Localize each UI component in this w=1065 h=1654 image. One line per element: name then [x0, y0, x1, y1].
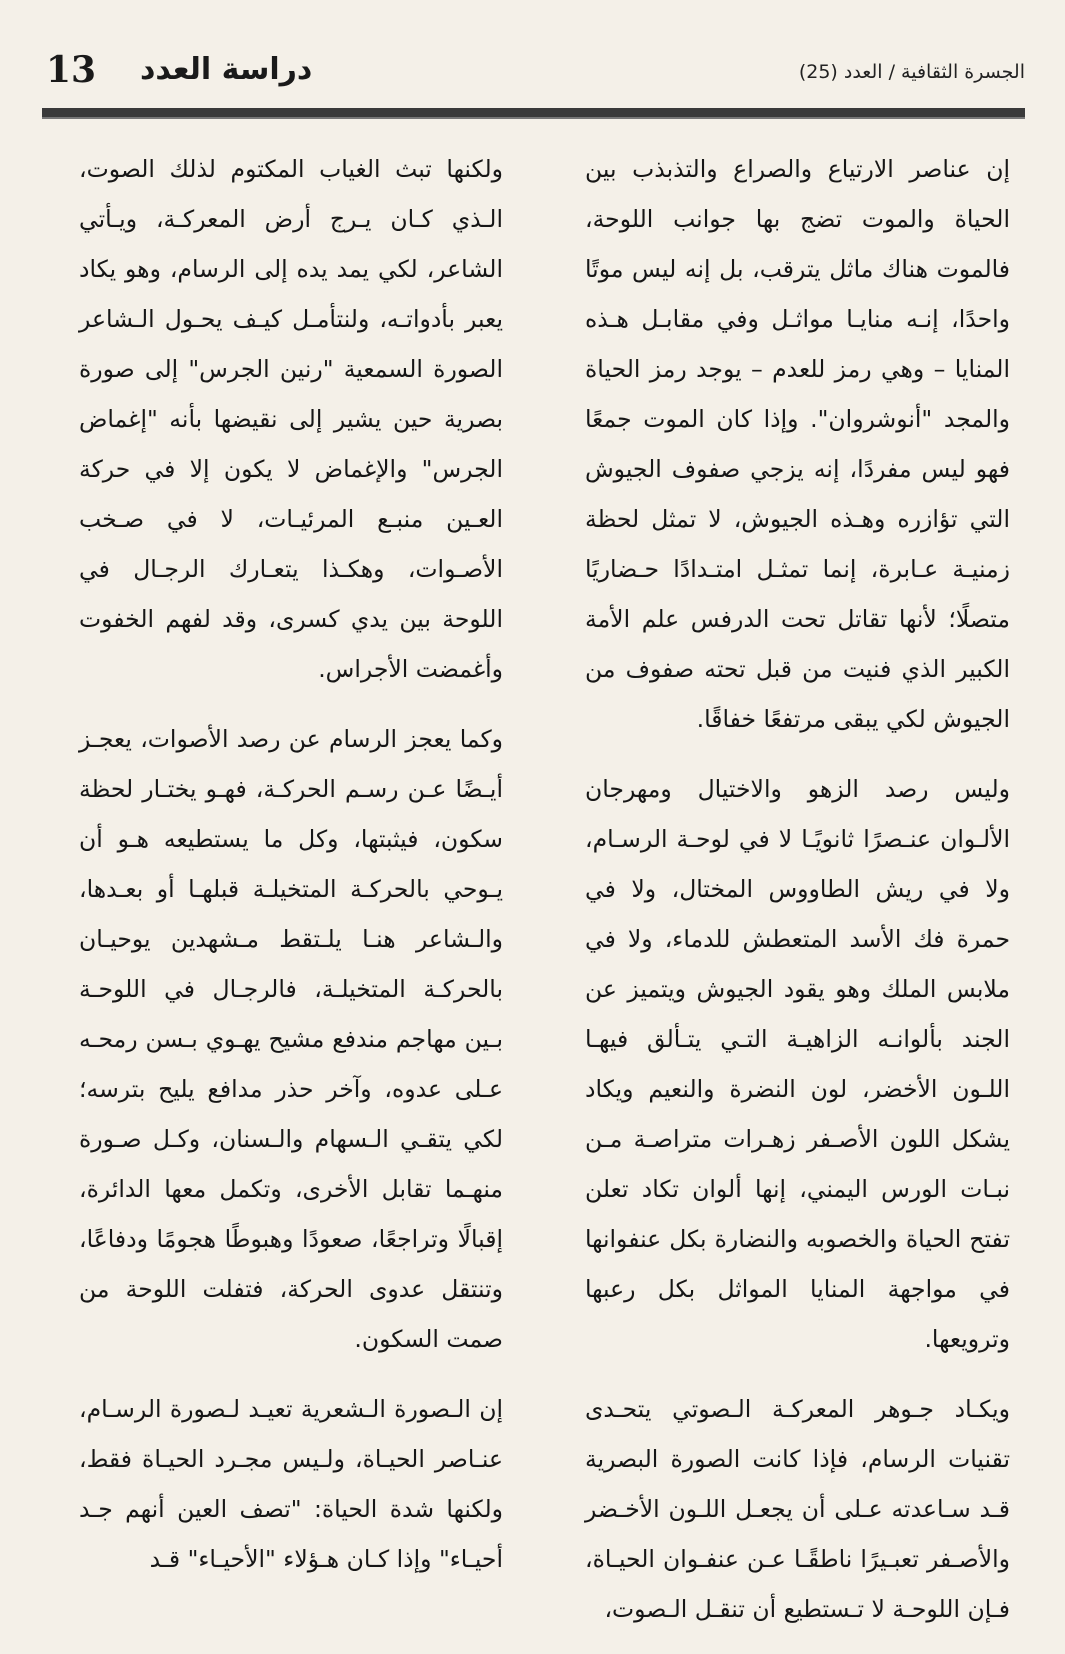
paragraph: ويكـاد جـوهر المعركـة الـصوتي يتحـدى تقنيات الرسام، فإذا كانت الصورة البصرية قـد سـاعدته عـلى أن يجعـل اللـون الأخـضر والأصـفر تعبـيرًا ناطقًـا عـن عنفـوان الحيـاة، فـإن اللوحـة لا تـستطيع أن تنقـل الـصوت، [585, 1395, 1010, 1623]
paragraph: إن عناصر الارتياع والصراع والتذبذب بين الحياة والموت تضج بها جوانب اللوحة، فالموت هناك ماثل يترقب، بل إنه ليس موتًا واحدًا، إنـه منايـا مواثـل وفي مقابـل هـذه المنايا – وهي رمز للعدم – يوجد رمز الحياة والمجد "أنوشروان". وإذا كان الموت جمعًا فهو ليس مفردًا، إنه يزجي صفوف الجيوش التي تؤازره وهـذه الجيوش، لا تمثل لحظة زمنيـة عـابرة، إنما تمثـل امتـدادًا حـضاريًا متصلًا؛ لأنها تقاتل تحت الدرفس علم الأمة الكبير الذي فنيت من قبل تحته صفوف من الجيوش لكي يبقى مرتفعًا خفاقًا. [585, 155, 1010, 733]
section-title: دراسة العدد [140, 52, 313, 87]
paragraph: وكما يعجز الرسام عن رصد الأصوات، يعجـز أيـضًا عـن رسـم الحركـة، فهـو يختـار لحظة سكون، فيثبتها، وكل ما يستطيعه هـو أن يـوحي بالحركـة المتخيلـة قبلهـا أو بعـدها، والـشاعر هنـا يلـتقط مـشهدين يوحيـان بالحركـة المتخيلـة، فالرجـال في اللوحـة بـين مهاجم مندفع مشيح يهـوي بـسن رمحـه عـلى عدوه، وآخر حذر مدافع يليح بترسه؛ لكي يتقـي الـسهام والـسنان، وكـل صـورة منهـما تقابل الأخرى، وتكمل معها الدائرة، إقبالًا وتراجعًا، صعودًا وهبوطًا هجومًا ودفاعًا، وتنتقل عدوى الحركة، فتفلت اللوحة من صمت السكون. [79, 725, 503, 1353]
right-text-column [585, 144, 1010, 1654]
magazine-issue-info: الجسرة الثقافية / العدد (25) [798, 61, 1025, 83]
page-number: 13 [46, 49, 97, 91]
paragraph: وليس رصد الزهو والاختيال ومهرجان الألـوان عنـصرًا ثانويًـا لا في لوحـة الرسـام، ولا في ريش الطاووس المختال، ولا في حمرة فك الأسد المتعطش للدماء، ولا في ملابس الملك وهو يقود الجيوش ويتميز عن الجند بألوانـه الزاهيـة التـي يتـألق فيهـا اللـون الأخضر، لون النضرة والنعيم ويكاد يشكل اللون الأصـفر زهـرات متراصـة مـن نبـات الورس اليمني، إنها ألوان تكاد تعلن تفتح الحياة والخصوبه والنضارة بكل عنفوانها في مواجهة المنايا المواثل بكل رعبها وترويعها. [585, 775, 1010, 1353]
paragraph: ولكنها تبث الغياب المكتوم لذلك الصوت، الـذي كـان يـرج أرض المعركـة، ويـأتي الشاعر، لكي يمد يده إلى الرسام، وهو يكاد يعبر بأدواتـه، ولنتأمـل كيـف يحـول الـشاعر الصورة السمعية "رنين الجرس" إلى صورة بصرية حين يشير إلى نقيضها بأنه "إغماض الجرس" والإغماض لا يكون إلا في حركة العـين منبـع المرئيـات، لا في صـخب الأصـوات، وهكـذا يتعـارك الرجـال في اللوحة بين يدي كسرى، وقد لفهم الخفوت وأغمضت الأجراس. [79, 155, 503, 683]
header-rule [42, 108, 1025, 119]
left-text-column [79, 144, 503, 1604]
page-header [40, 48, 1025, 100]
paragraph: إن الـصورة الـشعرية تعيـد لـصورة الرسـام، عنـاصر الحيـاة، ولـيس مجـرد الحيـاة فقط، ولكنها شدة الحياة: "تصف العين أنهم جـد أحيـاء" وإذا كـان هـؤلاء "الأحيـاء" قـد [79, 1395, 503, 1573]
